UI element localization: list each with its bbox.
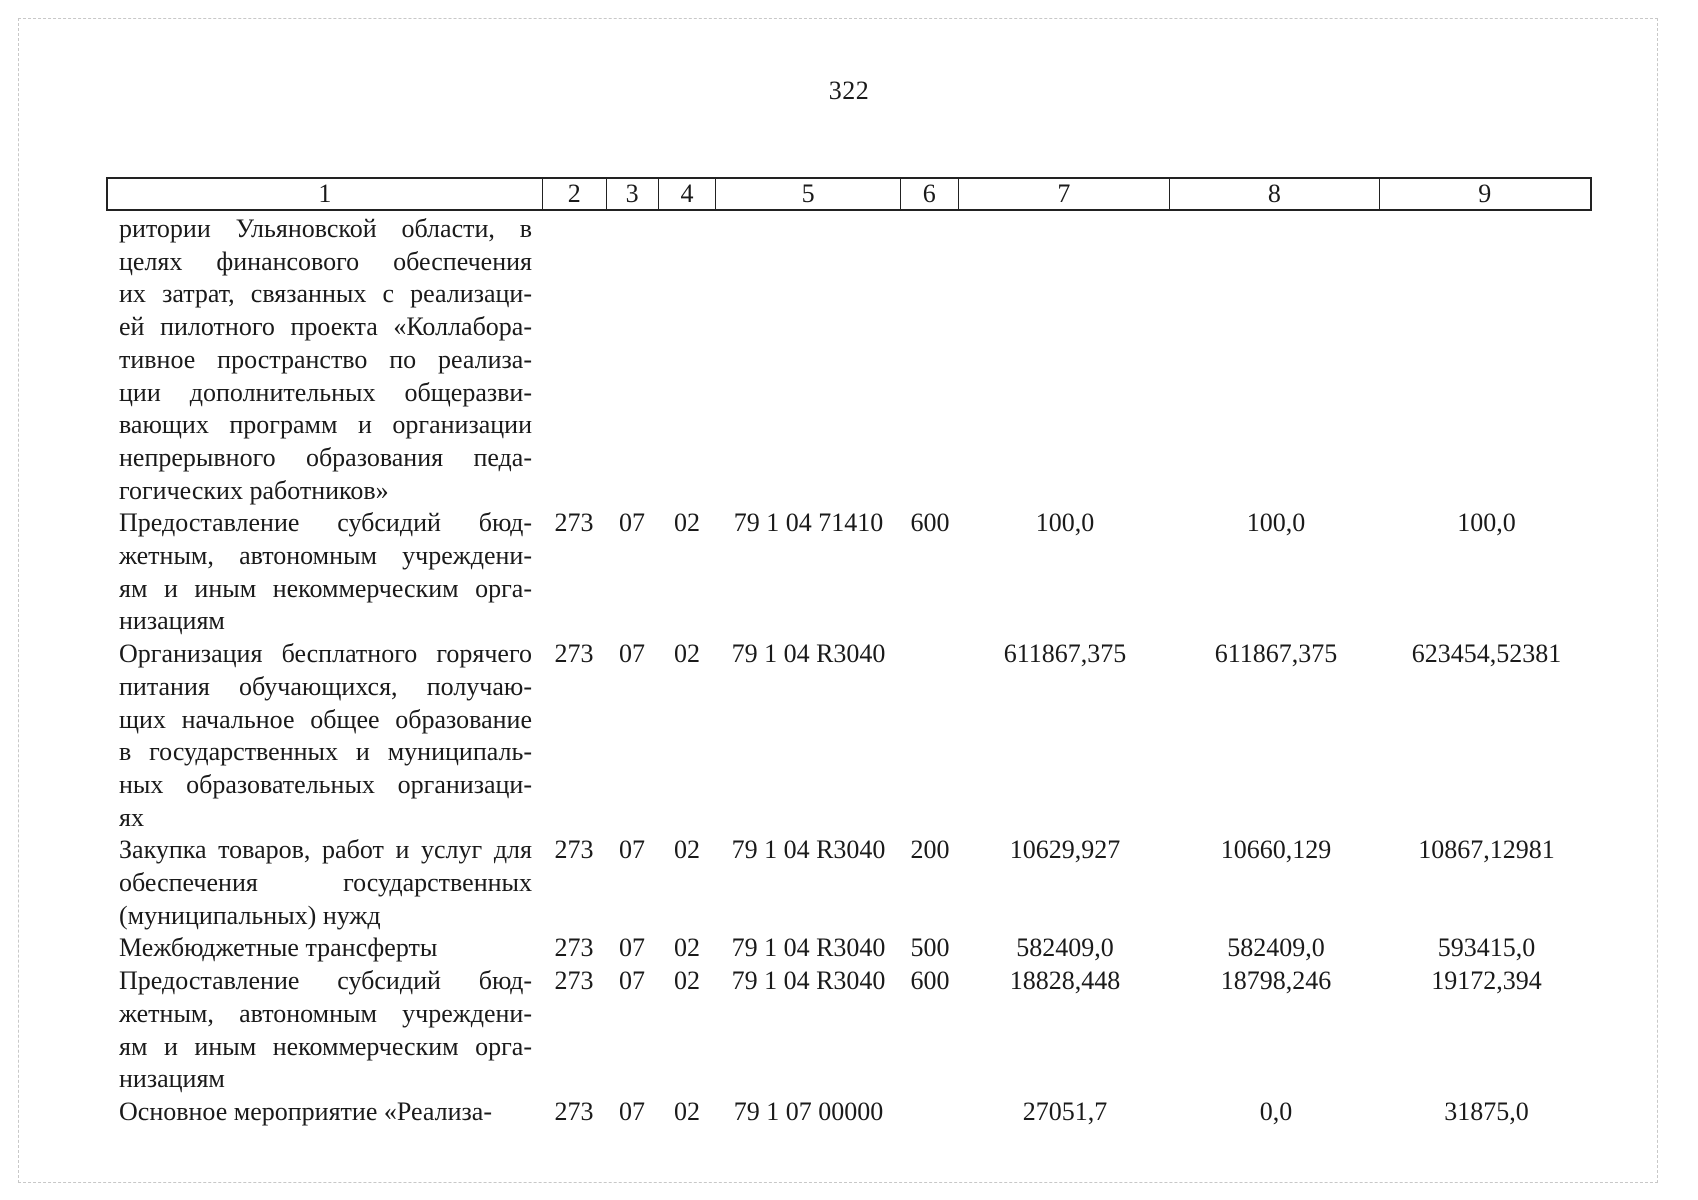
- cell-col-4: 02: [674, 933, 700, 963]
- header-col-5: 5: [716, 179, 901, 209]
- cell-col-5: 79 1 04 71410: [733, 508, 884, 538]
- cell-col-9: 593415,0: [1437, 933, 1536, 963]
- row-description: [106, 1096, 542, 1129]
- cell-col-5: 79 1 04 R3040: [731, 835, 886, 865]
- description-line: их затрат, связанных с реализаци-: [119, 279, 532, 309]
- row-description: [106, 507, 542, 638]
- cell-col-7: 611867,375: [1003, 639, 1127, 669]
- cell-col-8: 18798,246: [1220, 966, 1332, 996]
- cell-col-4: 02: [674, 1096, 700, 1126]
- cell-col-7: 582409,0: [1016, 933, 1114, 963]
- cell-col-9: 623454,52381: [1411, 639, 1562, 669]
- description-line: щих начальное общее образование: [119, 704, 532, 734]
- description-line: низациям: [119, 1064, 225, 1094]
- header-col-8: 8: [1170, 179, 1379, 209]
- cell-col-5: 79 1 04 R3040: [731, 639, 886, 669]
- description-line: Предоставление субсидий бюд-: [119, 966, 532, 996]
- cell-col-3: [606, 213, 658, 507]
- header-col-6: 6: [901, 179, 959, 209]
- cell-col-7: 27051,7: [1022, 1096, 1108, 1126]
- description-line: жетным, автономным учреждени-: [119, 541, 532, 571]
- table-row: [106, 965, 1592, 1096]
- description-line: жетным, автономным учреждени-: [119, 998, 532, 1028]
- description-line: ных образовательных организаци-: [119, 769, 532, 799]
- table-row: [106, 1096, 1592, 1129]
- cell-col-9: [1381, 213, 1592, 507]
- description-line: ции дополнительных общеразви-: [119, 377, 532, 407]
- cell-col-9: 19172,394: [1431, 966, 1542, 996]
- cell-col-8: 611867,375: [1214, 639, 1338, 669]
- description-line: ритории Ульяновской области, в: [119, 214, 532, 243]
- cell-col-4: 02: [674, 835, 700, 865]
- cell-col-3: 07: [619, 835, 645, 865]
- cell-col-2: 273: [554, 933, 594, 963]
- cell-col-9: 31875,0: [1444, 1096, 1529, 1126]
- header-col-2: 2: [543, 179, 607, 209]
- cell-col-4: [658, 213, 716, 507]
- description-line: обеспечения государственных: [119, 868, 532, 898]
- cell-col-4: 02: [674, 508, 700, 538]
- description-line: питания обучающихся, получаю-: [119, 671, 532, 701]
- cell-col-7: 10629,927: [1009, 835, 1121, 865]
- header-col-3: 3: [607, 179, 659, 209]
- cell-col-3: 07: [619, 933, 645, 963]
- cell-col-2: 273: [554, 1096, 594, 1126]
- cell-col-8: [1171, 213, 1381, 507]
- row-description: [106, 932, 542, 965]
- description-line: Межбюджетные трансферты: [119, 933, 438, 963]
- cell-col-7: [959, 213, 1171, 507]
- cell-col-7: 100,0: [1035, 508, 1095, 538]
- cell-col-8: 100,0: [1246, 508, 1306, 538]
- cell-col-9: 100,0: [1457, 508, 1516, 538]
- header-col-1: 1: [108, 179, 543, 209]
- cell-col-3: 07: [619, 639, 645, 669]
- description-line: непрерывного образования педа-: [119, 442, 532, 472]
- cell-col-5: 79 1 07 00000: [733, 1096, 884, 1126]
- description-line: (муниципальных) нужд: [119, 900, 381, 930]
- cell-col-8: 10660,129: [1220, 835, 1332, 865]
- table-row: [106, 834, 1592, 932]
- description-line: целях финансового обеспечения: [119, 246, 532, 276]
- cell-col-6: 500: [910, 933, 950, 963]
- table-row: [106, 213, 1592, 507]
- cell-col-5: 79 1 04 R3040: [731, 966, 886, 996]
- cell-col-2: [542, 213, 606, 507]
- cell-col-4: 02: [674, 639, 700, 669]
- row-description: [106, 213, 542, 507]
- cell-col-9: 10867,12981: [1418, 835, 1555, 865]
- description-line: Организация бесплатного горячего: [119, 639, 532, 669]
- description-line: Основное мероприятие «Реализа-: [119, 1096, 492, 1126]
- cell-col-3: 07: [619, 966, 645, 996]
- cell-col-8: 0,0: [1259, 1096, 1293, 1126]
- cell-col-6: [901, 213, 959, 507]
- cell-col-7: 18828,448: [1009, 966, 1121, 996]
- cell-col-4: 02: [674, 966, 700, 996]
- cell-col-2: 273: [554, 639, 594, 669]
- cell-col-3: 07: [619, 508, 645, 538]
- table-row: [106, 507, 1592, 638]
- header-col-7: 7: [959, 179, 1170, 209]
- table-body: [106, 213, 1592, 1129]
- description-line: вающих программ и организации: [119, 410, 532, 440]
- cell-col-6: [901, 1096, 959, 1129]
- header-col-9: 9: [1478, 179, 1492, 208]
- description-line: в государственных и муниципаль-: [119, 737, 532, 767]
- cell-col-5: 79 1 04 R3040: [731, 933, 886, 963]
- description-line: ей пилотного проекта «Коллабора-: [119, 312, 532, 342]
- page-number: 322: [828, 76, 870, 105]
- description-line: Предоставление субсидий бюд-: [119, 508, 532, 538]
- cell-col-2: 273: [554, 508, 594, 538]
- cell-col-6: 600: [910, 966, 950, 996]
- description-line: Закупка товаров, работ и услуг для: [119, 835, 532, 865]
- cell-col-2: 273: [554, 835, 594, 865]
- row-description: [106, 834, 542, 932]
- description-line: тивное пространство по реализа-: [119, 344, 532, 374]
- table-row: [106, 932, 1592, 965]
- cell-col-2: 273: [554, 966, 594, 996]
- table-row: [106, 638, 1592, 834]
- header-col-4: 4: [659, 179, 717, 209]
- cell-col-8: 582409,0: [1227, 933, 1325, 963]
- cell-col-5: [716, 213, 901, 507]
- description-line: ям и иным некоммерческим орга-: [119, 1031, 532, 1061]
- description-line: ях: [119, 802, 144, 832]
- row-description: [106, 638, 542, 834]
- table-header: [106, 177, 1592, 211]
- cell-col-6: 600: [910, 508, 950, 538]
- description-line: ям и иным некоммерческим орга-: [119, 573, 532, 603]
- description-line: гогических работников»: [119, 475, 389, 505]
- row-description: [106, 965, 542, 1096]
- description-line: низациям: [119, 606, 225, 636]
- cell-col-3: 07: [619, 1096, 645, 1126]
- cell-col-6: 200: [910, 835, 950, 865]
- cell-col-6: [901, 638, 959, 834]
